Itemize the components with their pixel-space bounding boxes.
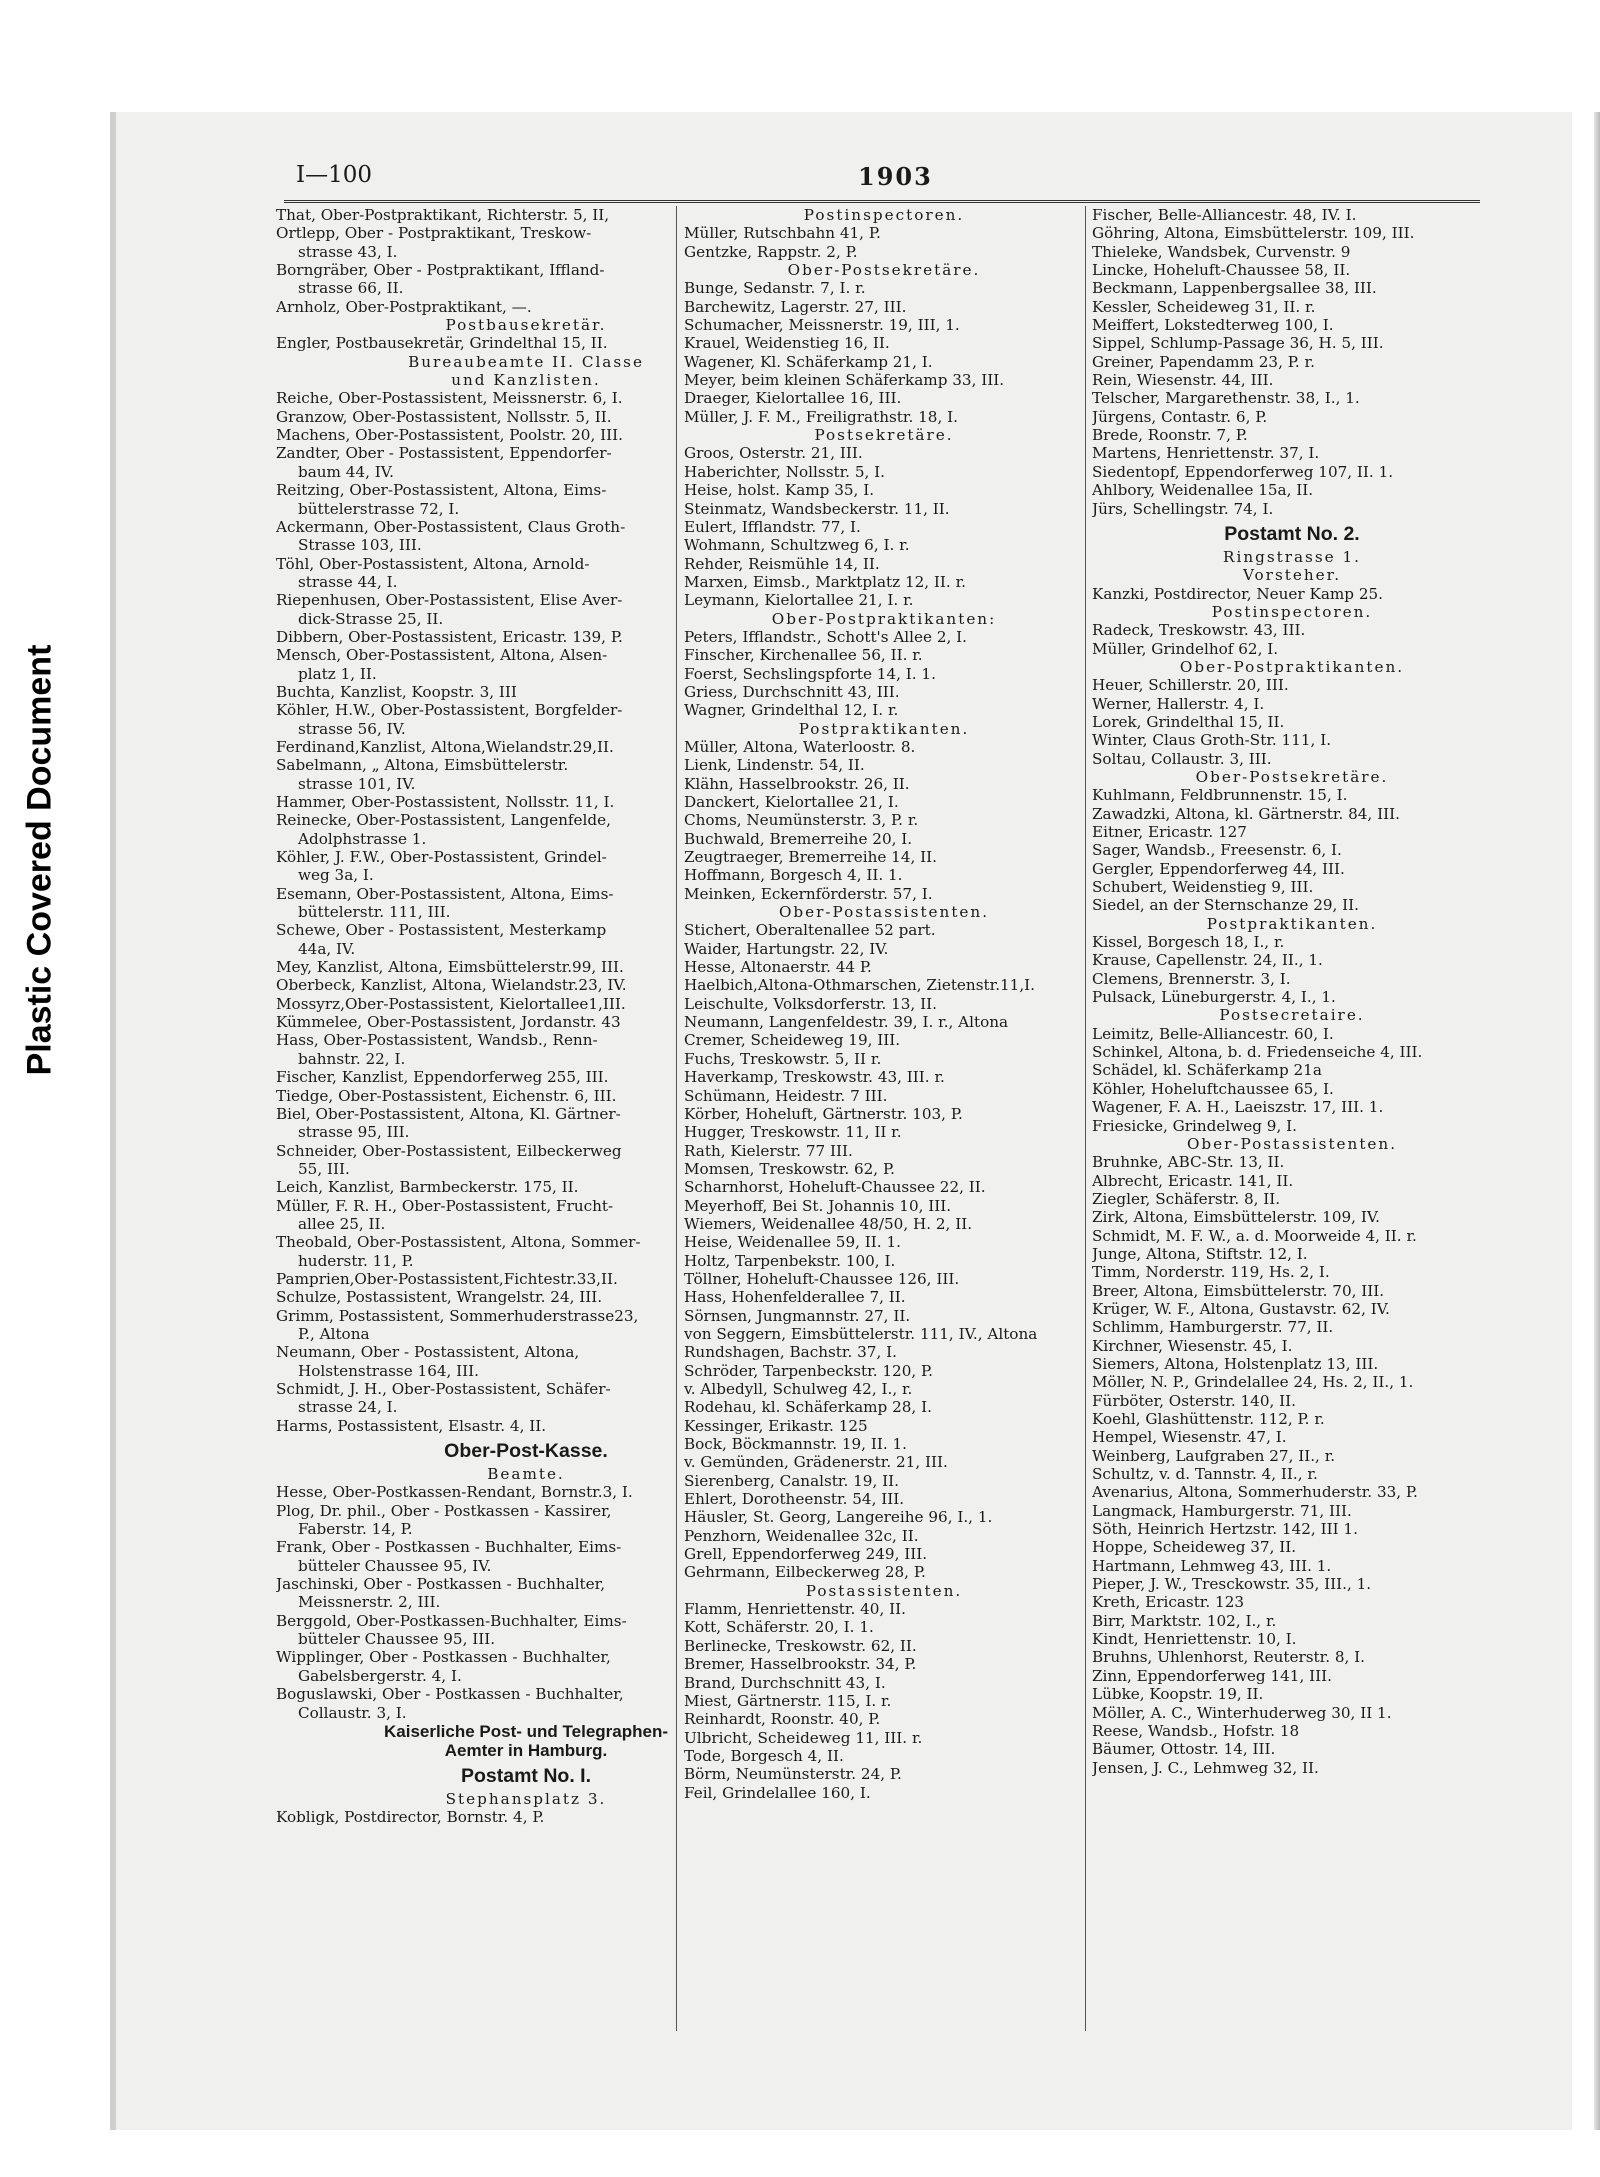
directory-entry: Kessinger, Erikastr. 125	[684, 1416, 868, 1435]
directory-entry: Grimm, Postassistent, Sommerhuderstrasse23,	[276, 1306, 639, 1325]
directory-entry: Leischulte, Volksdorferstr. 13, II.	[684, 994, 937, 1013]
directory-entry: Ferdinand,Kanzlist, Altona,Wielandstr.29,II.	[276, 737, 614, 756]
directory-entry: Tode, Borgesch 4, II.	[684, 1746, 844, 1765]
directory-entry: Meinken, Eckernförderstr. 57, I.	[684, 884, 933, 903]
section-heading: Postpraktikanten.	[798, 719, 970, 738]
directory-entry: Kreth, Ericastr. 123	[1092, 1593, 1245, 1612]
directory-entry: v. Albedyll, Schulweg 42, I., r.	[684, 1380, 913, 1398]
directory-entry: Zirk, Altona, Eimsbüttelerstr. 109, IV.	[1092, 1208, 1380, 1227]
column-divider	[1085, 206, 1086, 2031]
directory-entry: Hass, Hohenfelderallee 7, II.	[684, 1288, 906, 1307]
directory-entry: Schröder, Tarpenbeckstr. 120, P.	[684, 1361, 933, 1380]
directory-entry: Schädel, kl. Schäferkamp 21a	[1092, 1061, 1322, 1080]
scanned-page	[110, 112, 1572, 2130]
directory-entry: Choms, Neumünsterstr. 3, P. r.	[684, 811, 919, 830]
directory-entry: Reese, Wandsb., Hofstr. 18	[1092, 1721, 1300, 1740]
directory-entry: Greiner, Papendamm 23, P. r.	[1092, 352, 1315, 371]
directory-entry: Rein, Wiesenstr. 44, III.	[1092, 371, 1274, 390]
directory-entry: Hass, Ober-Postassistent, Wandsb., Renn-	[276, 1031, 598, 1050]
directory-entry: büttelerstr. 111, III.	[298, 903, 451, 922]
directory-entry: Zandter, Ober - Postassistent, Eppendorfer-	[276, 444, 612, 463]
directory-entry: Brede, Roonstr. 7, P.	[1092, 426, 1248, 445]
directory-entry: That, Ober-Postpraktikant, Richterstr. 5, II,	[276, 206, 610, 224]
directory-entry: Jaschinski, Ober - Postkassen - Buchhalter,	[276, 1575, 606, 1594]
directory-entry: Theobald, Ober-Postassistent, Altona, Sommer-	[276, 1233, 641, 1252]
directory-entry: Oberbeck, Kanzlist, Altona, Wielandstr.23, IV.	[276, 976, 627, 995]
directory-entry: Peters, Ifflandstr., Schott's Allee 2, I.	[684, 627, 967, 646]
directory-entry: Frank, Ober - Postkassen - Buchhalter, Eims-	[276, 1538, 622, 1557]
directory-entry: Göhring, Altona, Eimsbüttelerstr. 109, III.	[1092, 224, 1415, 243]
directory-entry: Krüger, W. F., Altona, Gustavstr. 62, IV.	[1092, 1299, 1390, 1318]
directory-entry: Wipplinger, Ober - Postkassen - Buchhalter,	[276, 1648, 611, 1667]
directory-entry: Momsen, Treskowstr. 62, P.	[684, 1159, 895, 1178]
directory-entry: Martens, Henriettenstr. 37, I.	[1092, 444, 1320, 463]
directory-entry: Schlimm, Hamburgerstr. 77, II.	[1092, 1318, 1334, 1337]
section-heading: Ober-Postassistenten.	[778, 903, 990, 922]
section-heading: Ober-Postpraktikanten.	[1179, 657, 1405, 676]
directory-entry: Danckert, Kielortallee 21, I.	[684, 793, 899, 811]
directory-entry: Waider, Hartungstr. 22, IV.	[684, 939, 889, 958]
directory-entry: Köhler, H.W., Ober-Postassistent, Borgfelder-	[276, 701, 623, 720]
column-3	[1092, 206, 1492, 1777]
section-heading: Postsecretaire.	[1219, 1006, 1365, 1025]
directory-entry: büttelerstrasse 72, I.	[298, 499, 460, 518]
directory-entry: Sabelmann, „ Altona, Eimsbüttelerstr.	[276, 756, 569, 775]
directory-entry: Marxen, Eimsb., Marktplatz 12, II. r.	[684, 572, 966, 591]
directory-entry: Zeugtraeger, Bremerreihe 14, II.	[684, 848, 937, 867]
directory-entry: Bremer, Hasselbrookstr. 34, P.	[684, 1655, 917, 1674]
directory-entry: Engler, Postbausekretär, Grindelthal 15, II.	[276, 334, 608, 353]
directory-entry: Schewe, Ober - Postassistent, Mesterkamp	[276, 921, 607, 940]
directory-entry: Werner, Hallerstr. 4, I.	[1092, 694, 1265, 713]
section-heading: Beamte.	[487, 1465, 565, 1484]
directory-entry: Rath, Kielerstr. 77 III.	[684, 1141, 853, 1160]
directory-entry: Schumacher, Meissnerstr. 19, III, 1.	[684, 316, 960, 335]
directory-entry: Schmidt, M. F. W., a. d. Moorweide 4, II. r.	[1092, 1226, 1417, 1245]
directory-entry: Meyerhoff, Bei St. Johannis 10, III.	[684, 1196, 952, 1215]
directory-entry: strasse 95, III.	[298, 1123, 410, 1142]
directory-entry: Fischer, Kanzlist, Eppendorferweg 255, III.	[276, 1068, 609, 1087]
directory-entry: Radeck, Treskowstr. 43, III.	[1092, 621, 1306, 640]
directory-entry: Griess, Durchschnitt 43, III.	[684, 682, 900, 701]
directory-entry: Telscher, Margarethenstr. 38, I., 1.	[1092, 389, 1360, 408]
directory-entry: Neumann, Langenfeldestr. 39, I. r., Altona	[684, 1013, 1009, 1032]
directory-entry: Reitzing, Ober-Postassistent, Altona, Eims-	[276, 481, 607, 500]
directory-entry: Foerst, Sechslingspforte 14, I. 1.	[684, 664, 936, 683]
directory-entry: Harms, Postassistent, Elsastr. 4, II.	[276, 1416, 547, 1435]
section-heading: Vorsteher.	[1242, 566, 1342, 585]
directory-entry: bütteler Chaussee 95, IV.	[298, 1556, 492, 1575]
directory-entry: Müller, Rutschbahn 41, P.	[684, 224, 881, 243]
directory-entry: Cremer, Scheideweg 19, III.	[684, 1031, 901, 1050]
directory-entry: Siedentopf, Eppendorferweg 107, II. 1.	[1092, 462, 1394, 481]
directory-entry: Dibbern, Ober-Postassistent, Ericastr. 139, P.	[276, 627, 623, 646]
directory-entry: Kessler, Scheideweg 31, II. r.	[1092, 297, 1316, 316]
section-heading: Ober-Postsekretäre.	[1195, 767, 1389, 786]
section-heading: Stephansplatz 3.	[445, 1789, 607, 1808]
directory-entry: P., Altona	[298, 1324, 370, 1343]
directory-entry: Mossyrz,Ober-Postassistent, Kielortallee1,III.	[276, 994, 626, 1013]
section-heading: Postpraktikanten.	[1206, 914, 1378, 933]
directory-entry: Grell, Eppendorferweg 249, III.	[684, 1545, 928, 1564]
directory-entry: Köhler, J. F.W., Ober-Postassistent, Grindel-	[276, 848, 607, 867]
directory-entry: Avenarius, Altona, Sommerhuderstr. 33, P.	[1092, 1483, 1418, 1502]
section-heading: Aemter in Hamburg.	[444, 1740, 608, 1760]
section-heading: Ober-Post-Kasse.	[444, 1440, 608, 1463]
directory-entry: von Seggern, Eimsbüttelerstr. 111, IV., Altona	[684, 1324, 1038, 1343]
section-heading: Postbausekretär.	[445, 316, 607, 335]
directory-entry: Börm, Neumünsterstr. 24, P.	[684, 1765, 902, 1784]
directory-entry: Reinhardt, Roonstr. 40, P.	[684, 1710, 881, 1729]
year-heading: 1903	[858, 162, 933, 191]
directory-entry: Wohmann, Schultzweg 6, I. r.	[684, 536, 910, 555]
directory-entry: Scharnhorst, Hoheluft-Chaussee 22, II.	[684, 1178, 986, 1197]
directory-entry: weg 3a, I.	[298, 866, 374, 885]
directory-entry: Boguslawski, Ober - Postkassen - Buchhalter,	[276, 1685, 624, 1704]
directory-entry: Zawadzki, Altona, kl. Gärtnerstr. 84, III.	[1092, 804, 1400, 823]
directory-entry: Heuer, Schillerstr. 20, III.	[1092, 676, 1289, 695]
directory-entry: Schinkel, Altona, b. d. Friedenseiche 4, III.	[1092, 1043, 1423, 1062]
directory-entry: Winter, Claus Groth-Str. 111, I.	[1092, 731, 1332, 750]
directory-entry: Machens, Ober-Postassistent, Poolstr. 20, III.	[276, 426, 623, 445]
directory-entry: Strasse 103, III.	[298, 536, 422, 555]
directory-entry: Krause, Capellenstr. 24, II., 1.	[1092, 951, 1323, 970]
directory-entry: Buchta, Kanzlist, Koopstr. 3, III	[276, 682, 517, 701]
directory-entry: Zinn, Eppendorferweg 141, III.	[1092, 1666, 1332, 1685]
directory-entry: Haberichter, Nollsstr. 5, I.	[684, 462, 885, 481]
directory-entry: Rehder, Reismühle 14, II.	[684, 554, 880, 573]
directory-entry: Bunge, Sedanstr. 7, I. r.	[684, 279, 866, 298]
directory-entry: Ziegler, Schäferstr. 8, II.	[1092, 1189, 1281, 1208]
directory-entry: Hoppe, Scheideweg 37, II.	[1092, 1538, 1297, 1557]
directory-entry: Kirchner, Wiesenstr. 45, I.	[1092, 1336, 1293, 1355]
section-heading: Postassistenten.	[805, 1581, 963, 1600]
directory-entry: Mensch, Ober-Postassistent, Altona, Alsen-	[276, 646, 608, 665]
directory-entry: Berggold, Ober-Postkassen-Buchhalter, Eims-	[276, 1611, 627, 1630]
directory-entry: Möller, A. C., Winterhuderweg 30, II 1.	[1092, 1703, 1392, 1722]
section-heading: Ringstrasse 1.	[1223, 547, 1361, 566]
directory-entry: Fuchs, Treskowstr. 5, II r.	[684, 1049, 882, 1068]
directory-entry: Kissel, Borgesch 18, I., r.	[1092, 933, 1285, 952]
directory-entry: Miest, Gärtnerstr. 115, I. r.	[684, 1691, 892, 1710]
directory-entry: Gehrmann, Eilbeckerweg 28, P.	[684, 1563, 926, 1582]
directory-entry: Sierenberg, Canalstr. 19, II.	[684, 1471, 899, 1490]
directory-entry: Borngräber, Ober - Postpraktikant, Iffland-	[276, 261, 605, 280]
directory-entry: Gergler, Eppendorferweg 44, III.	[1092, 859, 1345, 878]
directory-entry: Kott, Schäferstr. 20, I. 1.	[684, 1618, 874, 1637]
directory-entry: Berlinecke, Treskowstr. 62, II.	[684, 1636, 917, 1655]
directory-entry: Holtz, Tarpenbekstr. 100, I.	[684, 1251, 896, 1270]
directory-entry: Heise, holst. Kamp 35, I.	[684, 481, 875, 500]
section-heading: Kaiserliche Post- und Telegraphen-	[383, 1721, 669, 1741]
directory-entry: Bäumer, Ottostr. 14, III.	[1092, 1740, 1276, 1759]
directory-entry: Gentzke, Rappstr. 2, P.	[684, 242, 858, 261]
directory-entry: Hesse, Ober-Postkassen-Rendant, Bornstr.3, I.	[276, 1483, 633, 1502]
directory-entry: strasse 24, I.	[298, 1398, 398, 1417]
directory-entry: Körber, Hoheluft, Gärtnerstr. 103, P.	[684, 1104, 963, 1123]
directory-entry: Töllner, Hoheluft-Chaussee 126, III.	[684, 1269, 960, 1288]
section-heading: und Kanzlisten.	[451, 371, 601, 390]
directory-entry: Hoffmann, Borgesch 4, II. 1.	[684, 866, 903, 885]
directory-entry: Pulsack, Lüneburgerstr. 4, I., 1.	[1092, 988, 1336, 1007]
section-heading: Postinspectoren.	[1211, 602, 1373, 621]
directory-entry: Ehlert, Dorotheenstr. 54, III.	[684, 1490, 905, 1509]
directory-entry: Soltau, Collaustr. 3, III.	[1092, 749, 1272, 768]
directory-entry: Köhler, Hoheluftchaussee 65, I.	[1092, 1079, 1334, 1098]
header-rule	[284, 200, 1480, 203]
directory-entry: Penzhorn, Weidenallee 32c, II.	[684, 1526, 919, 1545]
directory-entry: Bruhns, Uhlenhorst, Reuterstr. 8, I.	[1092, 1648, 1366, 1667]
directory-entry: Langmack, Hamburgerstr. 71, III.	[1092, 1501, 1352, 1520]
directory-entry: Leich, Kanzlist, Barmbeckerstr. 175, II.	[276, 1178, 579, 1197]
directory-entry: Jürs, Schellingstr. 74, I.	[1092, 499, 1274, 518]
directory-entry: Albrecht, Ericastr. 141, II.	[1092, 1171, 1294, 1190]
directory-entry: Müller, F. R. H., Ober-Postassistent, Frucht-	[276, 1196, 614, 1215]
directory-entry: Wagner, Grindelthal 12, I. r.	[684, 701, 899, 720]
directory-entry: Barchewitz, Lagerstr. 27, III.	[684, 297, 907, 316]
directory-entry: Hesse, Altonaerstr. 44 P.	[684, 958, 872, 977]
page-header	[116, 162, 1572, 194]
directory-entry: Leimitz, Belle-Alliancestr. 60, I.	[1092, 1024, 1334, 1043]
directory-entry: Eulert, Ifflandstr. 77, I.	[684, 517, 861, 536]
directory-entry: Krauel, Weidenstieg 16, II.	[684, 334, 890, 353]
directory-entry: Wagener, F. A. H., Laeiszstr. 17, III. 1.	[1092, 1098, 1384, 1117]
section-heading: Postinspectoren.	[803, 206, 965, 224]
directory-entry: Bruhnke, ABC-Str. 13, II.	[1092, 1153, 1285, 1172]
directory-entry: Leymann, Kielortallee 21, I. r.	[684, 591, 914, 610]
directory-entry: Reinecke, Ober-Postassistent, Langenfelde,	[276, 811, 611, 830]
directory-entry: Lienk, Lindenstr. 54, II.	[684, 756, 865, 775]
directory-entry: Fürböter, Osterstr. 140, II.	[1092, 1391, 1296, 1410]
directory-entry: Möller, N. P., Grindelallee 24, Hs. 2, II., 1.	[1092, 1373, 1414, 1392]
directory-entry: Hugger, Treskowstr. 11, II r.	[684, 1123, 902, 1142]
directory-entry: Heise, Weidenallee 59, II. 1.	[684, 1233, 901, 1252]
section-heading: Ober-Postpraktikanten:	[771, 609, 997, 628]
directory-entry: bahnstr. 22, I.	[298, 1049, 406, 1068]
directory-entry: Groos, Osterstr. 21, III.	[684, 444, 863, 463]
directory-entry: Collaustr. 3, I.	[298, 1703, 407, 1722]
directory-entry: allee 25, II.	[298, 1214, 386, 1233]
directory-entry: Söth, Heinrich Hertzstr. 142, III 1.	[1092, 1520, 1358, 1539]
directory-entry: Meiffert, Lokstedterweg 100, I.	[1092, 316, 1334, 335]
directory-entry: Ulbricht, Scheideweg 11, III. r.	[684, 1728, 923, 1747]
directory-entry: Beckmann, Lappenbergsallee 38, III.	[1092, 279, 1377, 298]
directory-entry: Müller, J. F. M., Freiligrathstr. 18, I.	[684, 407, 958, 426]
directory-entry: Wiemers, Weidenallee 48/50, H. 2, II.	[684, 1214, 973, 1233]
directory-entry: Siemers, Altona, Holstenplatz 13, III.	[1092, 1354, 1379, 1373]
directory-entry: Lorek, Grindelthal 15, II.	[1092, 712, 1285, 731]
directory-entry: Klähn, Hasselbrookstr. 26, II.	[684, 774, 910, 793]
directory-entry: Hammer, Ober-Postassistent, Nollsstr. 11, I.	[276, 793, 615, 811]
directory-entry: Friesicke, Grindelweg 9, I.	[1092, 1116, 1297, 1135]
directory-entry: Timm, Norderstr. 119, Hs. 2, I.	[1092, 1263, 1330, 1282]
book-gutter	[1594, 112, 1600, 2130]
directory-entry: Schümann, Heidestr. 7 III.	[684, 1086, 888, 1105]
directory-entry: Schneider, Ober-Postassistent, Eilbeckerweg	[276, 1141, 622, 1160]
directory-entry: Arnholz, Ober-Postpraktikant, —.	[276, 297, 532, 316]
directory-entry: Rodehau, kl. Schäferkamp 28, I.	[684, 1398, 932, 1417]
directory-entry: Brand, Durchschnitt 43, I.	[684, 1673, 886, 1692]
section-heading: Bureaubeamte II. Classe	[408, 352, 644, 371]
directory-entry: Häusler, St. Georg, Langereihe 96, I., 1.	[684, 1508, 993, 1527]
directory-entry: Schmidt, J. H., Ober-Postassistent, Schäfer-	[276, 1380, 611, 1398]
directory-entry: Koehl, Glashüttenstr. 112, P. r.	[1092, 1410, 1325, 1428]
directory-entry: Schulze, Postassistent, Wrangelstr. 24, III.	[276, 1288, 603, 1307]
directory-entry: platz 1, II.	[298, 664, 377, 683]
directory-entry: dick-Strasse 25, II.	[298, 609, 444, 628]
directory-entry: Pamprien,Ober-Postassistent,Fichtestr.33,II.	[276, 1269, 618, 1288]
directory-entry: Riepenhusen, Ober-Postassistent, Elise Aver-	[276, 591, 623, 610]
directory-entry: huderstr. 11, P.	[298, 1251, 414, 1270]
directory-entry: Kuhlmann, Feldbrunnenstr. 15, I.	[1092, 786, 1348, 805]
directory-entry: bütteler Chaussee 95, III.	[298, 1630, 496, 1649]
directory-entry: Reiche, Ober-Postassistent, Meissnerstr. 6, I.	[276, 389, 623, 408]
section-heading: Postamt No. 2.	[1224, 522, 1360, 545]
directory-entry: Birr, Marktstr. 102, I., r.	[1092, 1611, 1277, 1630]
section-heading: Ober-Postassistenten.	[1186, 1134, 1398, 1153]
directory-entry: Buchwald, Bremerreihe 20, I.	[684, 829, 913, 848]
directory-entry: Müller, Altona, Waterloostr. 8.	[684, 737, 916, 756]
directory-entry: Ackermann, Ober-Postassistent, Claus Groth-	[276, 517, 626, 536]
directory-entry: Esemann, Ober-Postassistent, Altona, Eims-	[276, 884, 614, 903]
directory-entry: Gabelsbergerstr. 4, I.	[298, 1666, 462, 1685]
directory-entry: strasse 44, I.	[298, 572, 398, 591]
directory-entry: Junge, Altona, Stiftstr. 12, I.	[1092, 1244, 1308, 1263]
directory-entry: Lincke, Hoheluft-Chaussee 58, II.	[1092, 261, 1351, 280]
directory-entry: Rundshagen, Bachstr. 37, I.	[684, 1343, 897, 1362]
section-heading: Postsekretäre.	[814, 426, 954, 445]
side-label-text: Plastic Covered Document	[20, 644, 59, 1076]
directory-entry: Biel, Ober-Postassistent, Altona, Kl. Gärtner-	[276, 1104, 621, 1123]
directory-entry: Ortlepp, Ober - Postpraktikant, Treskow-	[276, 224, 592, 243]
directory-entry: Sippel, Schlump-Passage 36, H. 5, III.	[1092, 334, 1384, 353]
directory-entry: 55, III.	[298, 1159, 350, 1178]
directory-entry: Clemens, Brennerstr. 3, I.	[1092, 969, 1291, 988]
directory-entry: Faberstr. 14, P.	[298, 1520, 413, 1539]
directory-entry: Fischer, Belle-Alliancestr. 48, IV. I.	[1092, 206, 1357, 224]
directory-entry: Pieper, J. W., Tresckowstr. 35, III., 1.	[1092, 1575, 1372, 1594]
directory-entry: Siedel, an der Sternschanze 29, II.	[1092, 896, 1360, 915]
directory-entry: v. Gemünden, Grädenerstr. 21, III.	[684, 1453, 948, 1472]
directory-entry: Lübke, Koopstr. 19, II.	[1092, 1685, 1264, 1704]
section-heading: Ober-Postsekretäre.	[787, 261, 981, 280]
directory-entry: Kümmelee, Ober-Postassistent, Jordanstr. 43	[276, 1013, 621, 1032]
directory-entry: Kindt, Henriettenstr. 10, I.	[1092, 1630, 1297, 1649]
directory-entry: Granzow, Ober-Postassistent, Nollsstr. 5, II.	[276, 407, 612, 426]
directory-entry: Holstenstrasse 164, III.	[298, 1361, 479, 1380]
directory-entry: Feil, Grindelallee 160, I.	[684, 1783, 871, 1802]
directory-entry: Kanzki, Postdirector, Neuer Kamp 25.	[1092, 584, 1384, 603]
directory-entry: Steinmatz, Wandsbeckerstr. 11, II.	[684, 499, 950, 518]
directory-entry: strasse 56, IV.	[298, 719, 406, 738]
directory-entry: Mey, Kanzlist, Altona, Eimsbüttelerstr.99, III.	[276, 958, 624, 977]
directory-entry: Ahlbory, Weidenallee 15a, II.	[1092, 481, 1314, 500]
directory-entry: Eitner, Ericastr. 127	[1092, 823, 1247, 841]
directory-entry: Sörnsen, Jungmannstr. 27, II.	[684, 1306, 911, 1325]
directory-entry: Wagener, Kl. Schäferkamp 21, I.	[684, 352, 933, 371]
directory-entry: Bock, Böckmannstr. 19, II. 1.	[684, 1435, 907, 1454]
directory-entry: Draeger, Kielortallee 16, III.	[684, 389, 902, 408]
directory-entry: Schultz, v. d. Tannstr. 4, II., r.	[1092, 1465, 1318, 1484]
directory-entry: Sager, Wandsb., Freesenstr. 6, I.	[1092, 841, 1342, 860]
directory-entry: Breer, Altona, Eimsbüttelerstr. 70, III.	[1092, 1281, 1385, 1300]
directory-entry: Weinberg, Laufgraben 27, II., r.	[1092, 1446, 1336, 1465]
directory-entry: Meissnerstr. 2, III.	[298, 1593, 441, 1612]
side-label	[10, 600, 70, 1120]
directory-entry: strasse 101, IV.	[298, 774, 416, 793]
directory-entry: Schubert, Weidenstieg 9, III.	[1092, 878, 1314, 897]
directory-entry: Jürgens, Contastr. 6, P.	[1092, 407, 1268, 426]
directory-entry: Jensen, J. C., Lehmweg 32, II.	[1092, 1758, 1319, 1777]
section-heading: Postamt No. I.	[460, 1764, 592, 1787]
directory-entry: Haverkamp, Treskowstr. 43, III. r.	[684, 1068, 945, 1087]
directory-entry: Stichert, Oberaltenallee 52 part.	[684, 921, 936, 940]
directory-entry: Töhl, Ober-Postassistent, Altona, Arnold-	[276, 554, 590, 573]
directory-entry: Plog, Dr. phil., Ober - Postkassen - Kassirer,	[276, 1501, 612, 1520]
directory-entry: Flamm, Henriettenstr. 40, II.	[684, 1600, 906, 1619]
directory-entry: 44a, IV.	[298, 939, 356, 958]
directory-entry: Finscher, Kirchenallee 56, II. r.	[684, 646, 923, 665]
column-2	[684, 206, 1084, 1802]
directory-entry: strasse 66, II.	[298, 279, 404, 298]
directory-entry: Hempel, Wiesenstr. 47, I.	[1092, 1428, 1287, 1447]
directory-entry: baum 44, IV.	[298, 462, 394, 481]
directory-entry: Neumann, Ober - Postassistent, Altona,	[276, 1343, 580, 1362]
directory-entry: Meyer, beim kleinen Schäferkamp 33, III.	[684, 371, 1005, 390]
directory-entry: Hartmann, Lehmweg 43, III. 1.	[1092, 1556, 1332, 1575]
directory-entry: Müller, Grindelhof 62, I.	[1092, 639, 1279, 658]
page-number: I—100	[296, 162, 372, 188]
directory-entry: Thieleke, Wandsbek, Curvenstr. 9	[1092, 242, 1351, 261]
directory-entry: Kobligk, Postdirector, Bornstr. 4, P.	[276, 1808, 545, 1827]
directory-entry: strasse 43, I.	[298, 242, 398, 261]
directory-entry: Adolphstrasse 1.	[298, 829, 427, 848]
directory-entry: Tiedge, Ober-Postassistent, Eichenstr. 6, III.	[276, 1086, 617, 1105]
directory-entry: Haelbich,Altona-Othmarschen, Zietenstr.11,I.	[684, 976, 1036, 995]
